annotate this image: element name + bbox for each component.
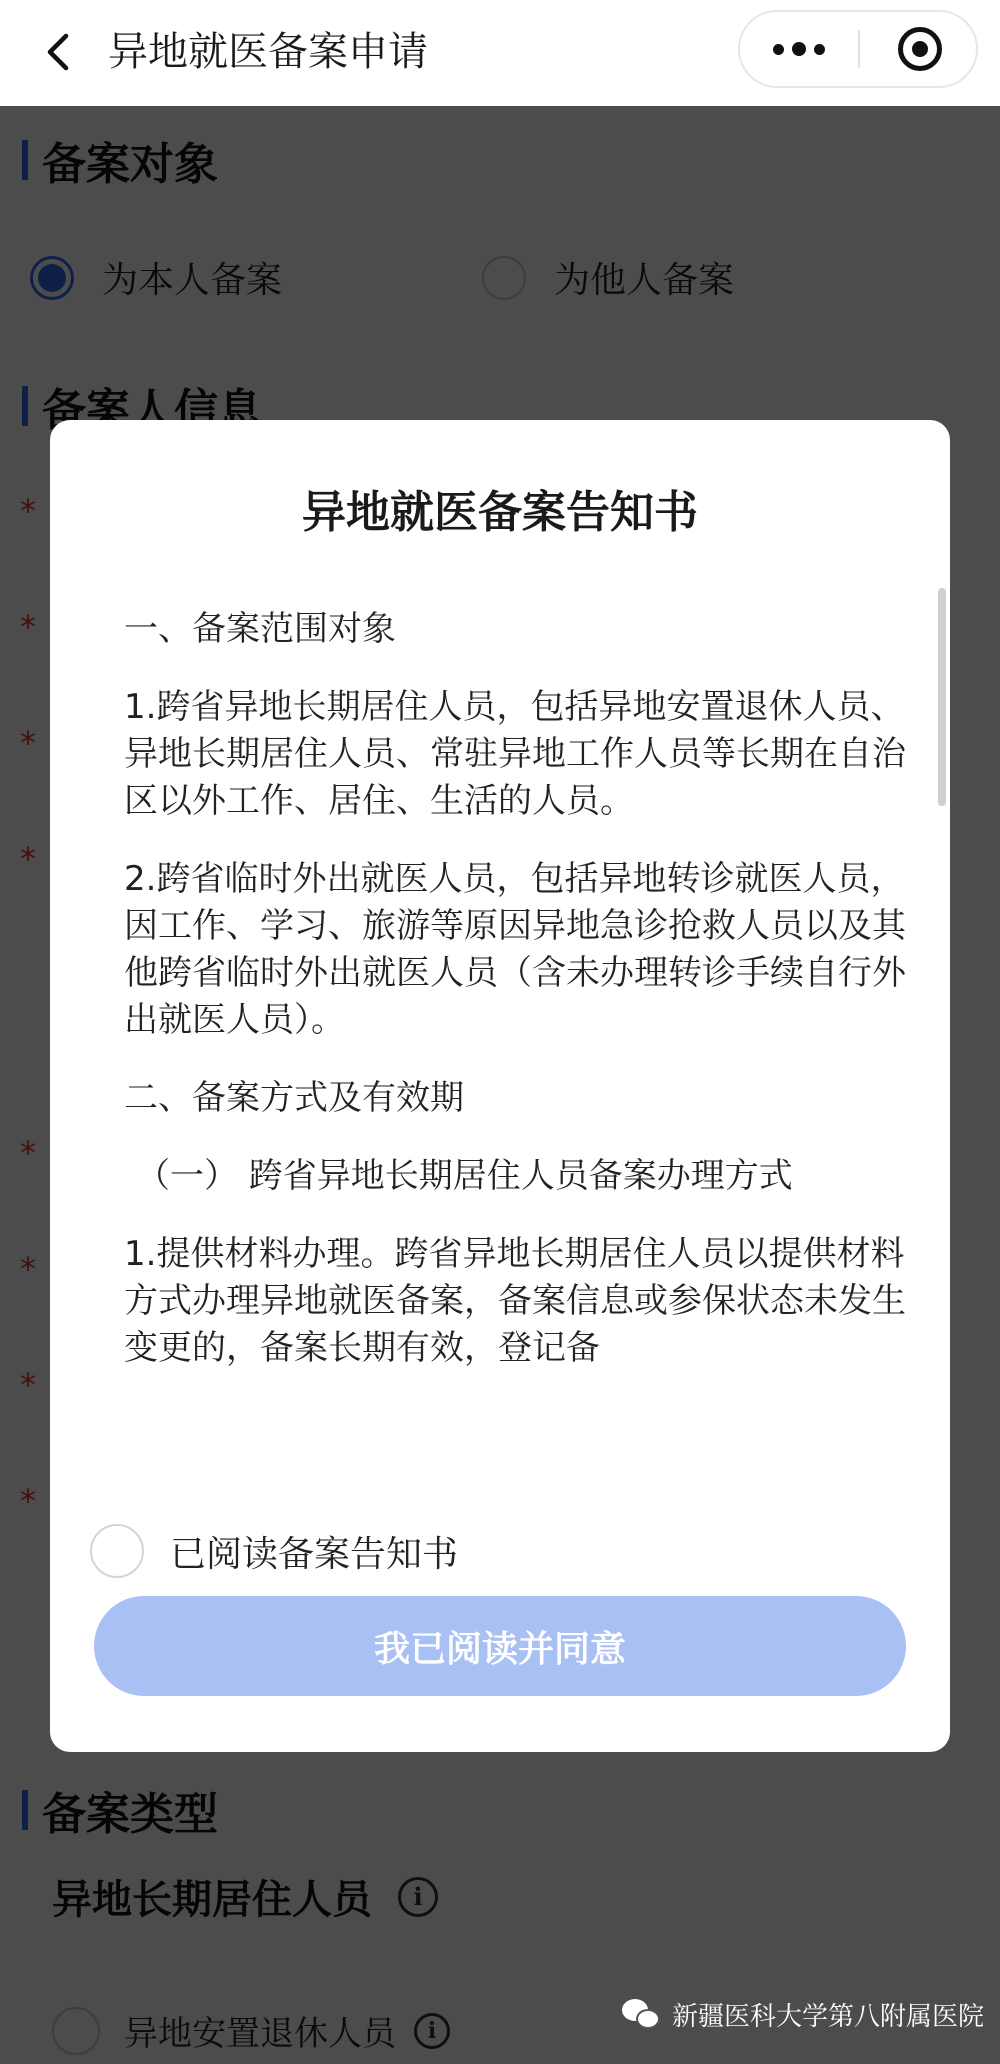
wechat-icon	[622, 1997, 662, 2033]
more-button[interactable]	[740, 12, 857, 86]
page-title: 异地就医备案申请	[108, 29, 428, 75]
notice-paragraph: 1.提供材料办理。跨省异地长期居住人员以提供材料方式办理异地就医备案，备案信息或参保状态未发生变更的，备案长期有效，登记备	[124, 1234, 906, 1368]
capsule-divider	[858, 30, 860, 68]
notice-modal	[50, 420, 950, 1752]
confirm-button[interactable]: 我已阅读并同意	[94, 1596, 906, 1696]
account-watermark	[622, 1996, 984, 2033]
target-close-icon	[898, 27, 942, 71]
more-dots-icon-center	[792, 42, 806, 56]
nav-bar	[0, 0, 1000, 106]
notice-scrollbar[interactable]	[938, 588, 946, 1418]
modal-title: 异地就医备案告知书	[302, 487, 698, 538]
more-dots-icon-right	[814, 44, 825, 55]
target-close-icon-dot	[912, 41, 928, 57]
notice-content	[124, 606, 924, 1403]
notice-paragraph: 1.跨省异地长期居住人员，包括异地安置退休人员、异地长期居住人员、常驻异地工作人员等长期在自治区以外工作、居住、生活的人员。	[124, 687, 906, 821]
agree-checkbox[interactable]	[90, 1524, 144, 1578]
more-dots-icon	[773, 44, 784, 55]
agree-label: 已阅读备案告知书	[170, 1533, 459, 1575]
back-button[interactable]	[30, 22, 90, 82]
watermark-text: 新疆医科大学第八附属医院	[672, 2002, 985, 2032]
chevron-left-icon	[30, 22, 90, 82]
notice-paragraph: 一、备案范围对象	[124, 609, 396, 649]
notice-paragraph: （一） 跨省异地长期居住人员备案办理方式	[136, 1156, 793, 1196]
wechat-icon-bubble-2	[636, 2009, 660, 2029]
close-mini-program-button[interactable]	[861, 12, 978, 86]
notice-paragraph: 二、备案方式及有效期	[124, 1078, 464, 1118]
mini-program-capsule	[738, 10, 978, 88]
agree-checkbox-row[interactable]	[90, 1524, 458, 1578]
notice-scroll-area[interactable]	[124, 606, 934, 1420]
scrollbar-thumb[interactable]	[938, 588, 946, 806]
notice-paragraph: 2.跨省临时外出就医人员，包括异地转诊就医人员，因工作、学习、旅游等原因异地急诊抢救人员以及其他跨省临时外出就医人员（含未办理转诊手续自行外出就医人员）。	[124, 859, 906, 1040]
